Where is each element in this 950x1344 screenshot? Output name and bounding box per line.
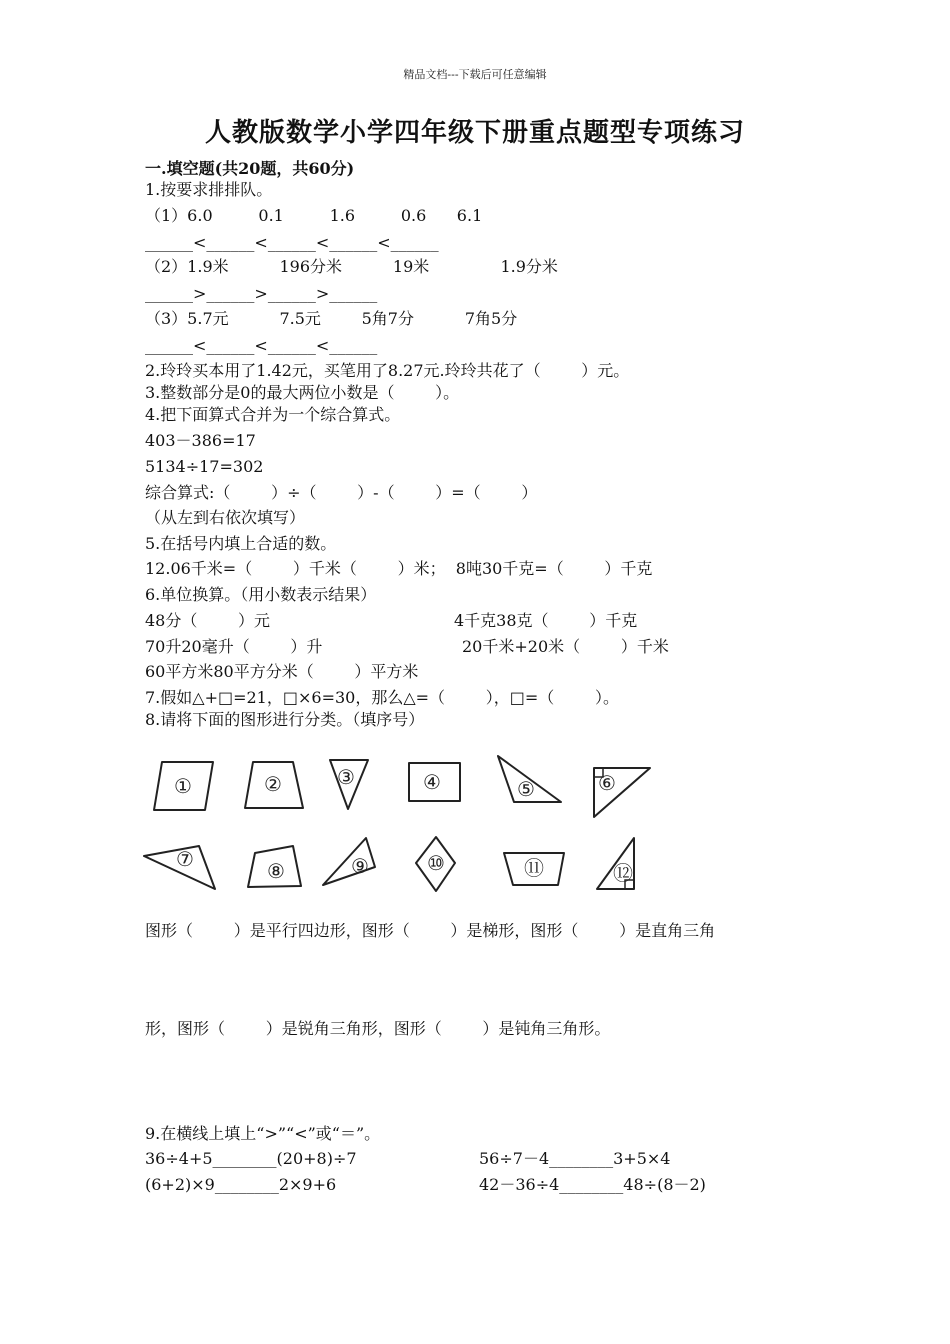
q4-stem: 4.把下面算式合并为一个综合算式。 [145,405,401,424]
shape-label-2: ② [264,772,282,796]
q9-item-c: (6+2)×9________2×9+6 [145,1175,337,1194]
shape-label-11: ⑪ [524,856,544,880]
q4-expr-1: 403－386=17 [145,431,256,450]
q9-item-d: 42－36÷4________48÷(8－2) [479,1175,706,1194]
shape-label-7: ⑦ [176,847,194,871]
q6-item-b: 4千克38克（ ）千克 [454,611,638,630]
q9-item-a: 36÷4+5________(20+8)÷7 [145,1149,357,1168]
q8-stem: 8.请将下面的图形进行分类。（填序号） [145,710,425,729]
shape-label-4: ④ [423,770,441,794]
q1-line-5: （3）5.7元 7.5元 5角7分 7角5分 [145,309,518,328]
q5-line: 12.06千米=（ ）千米（ ）米； 8吨30千克=（ ）千克 [145,559,653,578]
shape-label-9: ⑨ [351,854,369,878]
q1-stem: 1.按要求排排队。 [145,180,273,199]
shape-label-6: ⑥ [598,771,616,795]
q9-item-b: 56÷7－4________3+5×4 [479,1149,671,1168]
q5-stem: 5.在括号内填上合适的数。 [145,534,337,553]
page-title: 人教版数学小学四年级下册重点题型专项练习 [204,118,745,148]
shape-label-5: ⑤ [517,777,535,801]
q6-item-d: 20千米+20米（ ）千米 [462,637,669,656]
shape-label-12: ⑫ [613,861,633,885]
q8-answer-line-2: 形，图形（ ）是锐角三角形，图形（ ）是钝角三角形。 [145,1019,611,1038]
page-header: 精品文档---下载后可任意编辑 [403,68,547,81]
q1-line-3: （2）1.9米 196分米 19米 1.9分米 [145,257,558,276]
q9-stem: 9.在横线上填上“>”“<”或“＝”。 [145,1124,381,1143]
q1-line-4: ______>______>______>______ [145,284,378,303]
q6-stem: 6.单位换算。（用小数表示结果） [145,585,377,604]
shape-label-10: ⑩ [427,851,445,875]
shape-label-3: ③ [337,765,355,789]
q4-note: （从左到右依次填写） [145,508,306,527]
q3: 3.整数部分是0的最大两位小数是（ ）。 [145,383,460,402]
q4-expr-2: 5134÷17=302 [145,457,264,476]
shape-label-1: ① [174,774,192,798]
q2: 2.玲玲买本用了1.42元，买笔用了8.27元.玲玲共花了（ ）元。 [145,361,630,380]
q4-combined: 综合算式:（ ）÷（ ）-（ ）=（ ） [145,483,538,502]
q8-answer-line-1: 图形（ ）是平行四边形，图形（ ）是梯形，图形（ ）是直角三角 [145,921,716,940]
q7: 7.假如△+□=21，□×6=30，那么△=（ ），□=（ ）。 [145,688,619,707]
q1-line-1: （1）6.0 0.1 1.6 0.6 6.1 [145,206,483,225]
shape-label-8: ⑧ [267,859,285,883]
q1-line-2: ______<______<______<______<______ [145,233,439,252]
section-heading: 一.填空题(共20题，共60分) [145,159,355,178]
q6-item-a: 48分（ ）元 [145,611,271,630]
q1-line-6: ______<______<______<______ [145,336,378,355]
q6-item-c: 70升20毫升（ ）升 [145,637,323,656]
q6-item-e: 60平方米80平方分米（ ）平方米 [145,662,419,681]
